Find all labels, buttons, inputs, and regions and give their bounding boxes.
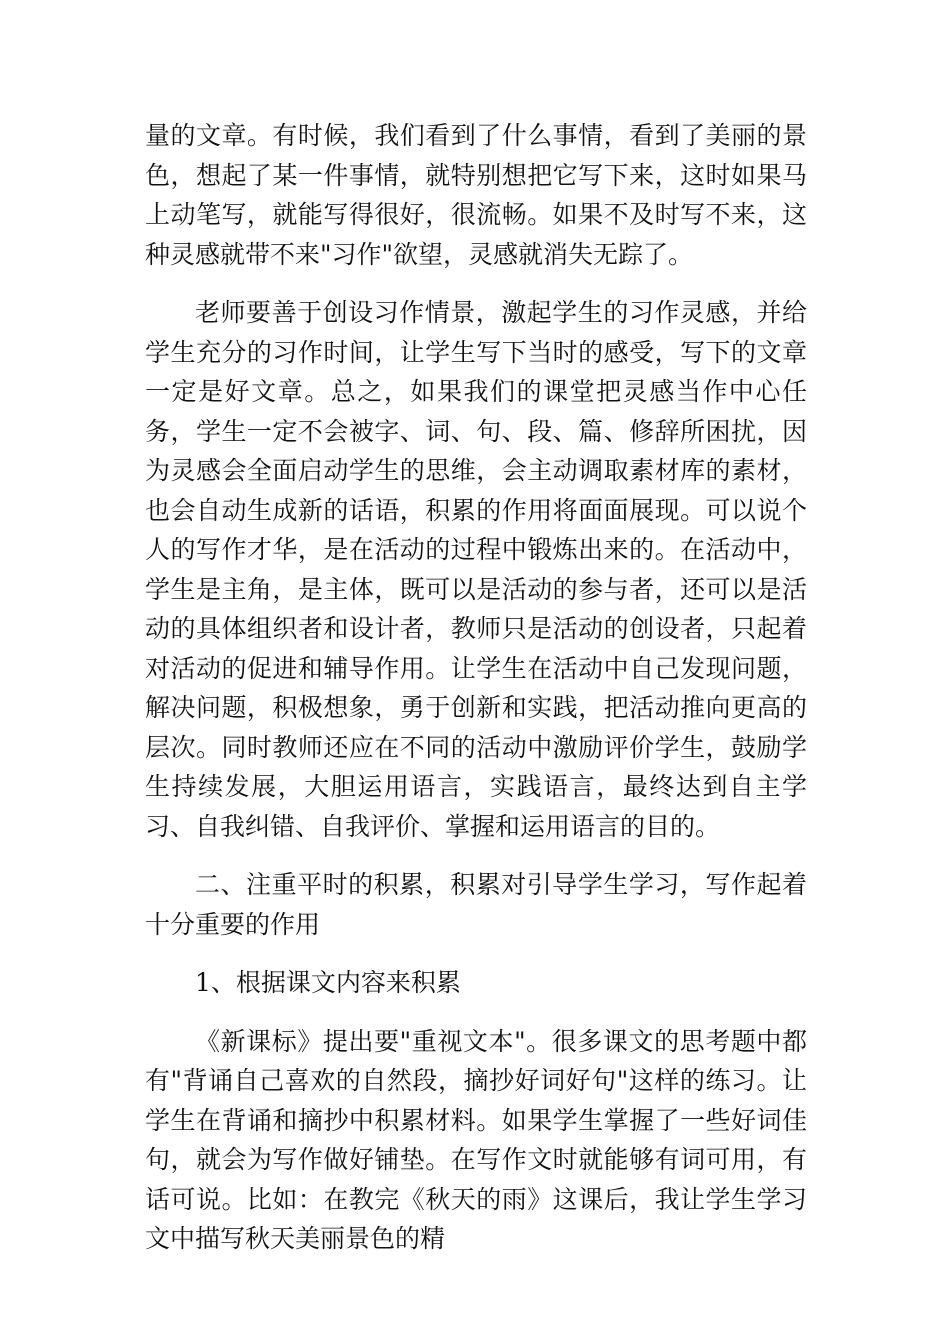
paragraph-new-curriculum: 《新课标》提出要"重视文本"。很多课文的思考题中都有"背诵自己喜欢的自然段，摘抄好词好句"这样的练习。让学生在背诵和摘抄中积累材料。如果学生掌握了一些好词佳句，就会为写作做好铺垫。在写作文时就能够有词可用，有话可说。比如：在教完《秋天的雨》这课后，我让学生学习文中描写秋天美丽景色的精 — [145, 1026, 807, 1253]
section-heading-accumulation: 二、注重平时的积累，积累对引导学生学习，写作起着十分重要的作用 — [145, 870, 807, 939]
paragraph-teacher-inspiration: 老师要善于创设习作情景，激起学生的习作灵感，并给学生充分的习作时间，让学生写下当时的感受，写下的文章一定是好文章。总之，如果我们的课堂把灵感当作中心任务，学生一定不会被字、词、句、段、篇、修辞所困扰，因为灵感会全面启动学生的思维，会主动调取素材库的素材，也会自动生成新的话语，积累的作用将面面展现。可以说个人的写作才华，是在活动的过程中锻炼出来的。在活动中，学生是主角，是主体，既可以是活动的参与者，还可以是活动的具体组织者和设计者，教师只是活动的创设者，只起着对活动的促进和辅导作用。让学生在活动中自己发现问题，解决问题，积极想象，勇于创新和实践，把活动推向更高的层次。同时教师还应在不同的活动中激励评价学生，鼓励学生持续发展，大胆运用语言，实践语言，最终达到自主学习、自我纠错、自我评价、掌握和运用语言的目的。 — [145, 298, 807, 841]
document-body — [145, 116, 807, 1278]
subsection-heading-textbook: 1、根据课文内容来积累 — [195, 968, 461, 997]
paragraph-continuation: 量的文章。有时候，我们看到了什么事情，看到了美丽的景色，想起了某一件事情，就特别想把它写下来，这时如果马上动笔写，就能写得很好，很流畅。如果不及时写不来，这种灵感就带不来"习作"欲望，灵感就消失无踪了。 — [145, 121, 807, 269]
